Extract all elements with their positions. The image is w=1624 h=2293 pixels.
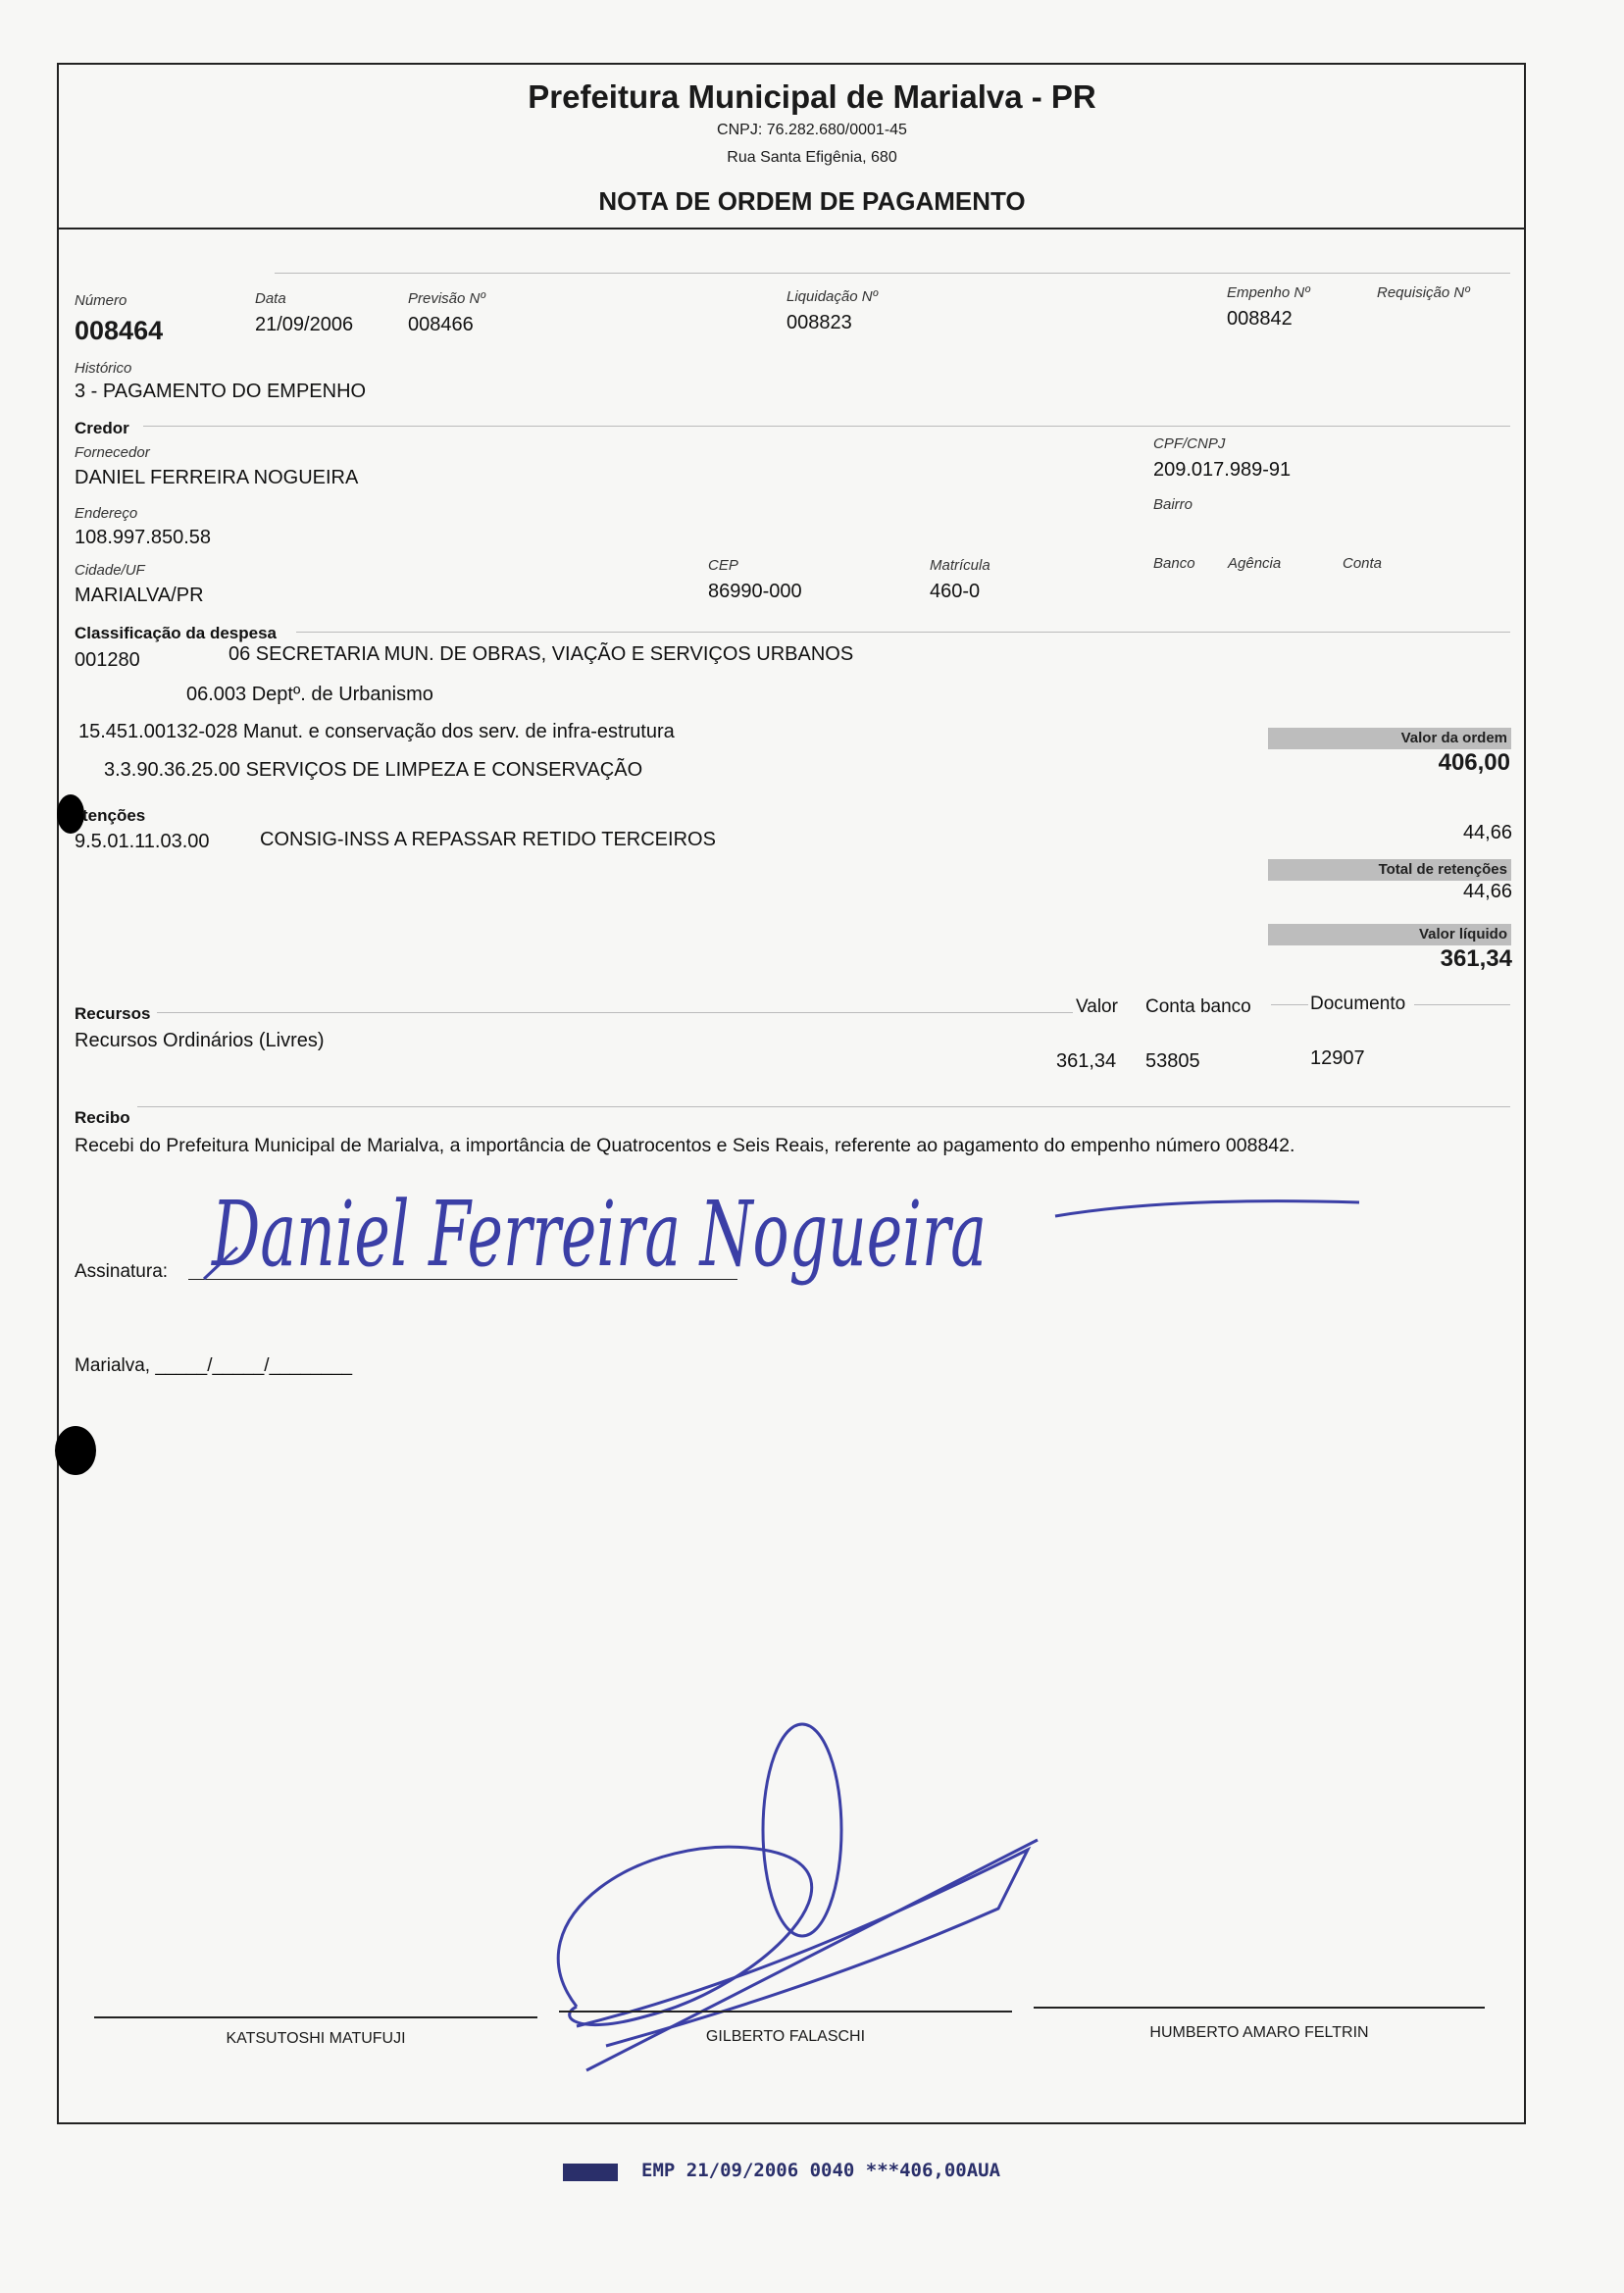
- classificacao-line2: 06.003 Deptº. de Urbanismo: [186, 684, 433, 705]
- page-title: Prefeitura Municipal de Marialva - PR: [528, 78, 1096, 115]
- credor-section: Credor: [75, 419, 129, 437]
- valor-liquido-label: Valor líquido: [1418, 926, 1507, 943]
- matricula-label: Matrícula: [930, 557, 990, 574]
- recursos-valor-label: Valor: [1076, 996, 1118, 1017]
- total-retencoes-label-bar: [1268, 859, 1511, 881]
- recursos-section: Recursos: [75, 1004, 151, 1023]
- historico-value: 3 - PAGAMENTO DO EMPENHO: [75, 381, 367, 402]
- cpf-value: 209.017.989-91: [1153, 459, 1292, 481]
- retencao-code: 9.5.01.11.03.00: [75, 831, 210, 852]
- recursos-desc: Recursos Ordinários (Livres): [75, 1030, 325, 1051]
- endereco-value: 108.997.850.58: [75, 527, 212, 548]
- cidade-label: Cidade/UF: [75, 562, 145, 579]
- bairro-label: Bairro: [1153, 496, 1193, 513]
- valor-ordem-label-bar: [1268, 728, 1511, 749]
- cidade-value: MARIALVA/PR: [75, 585, 204, 606]
- top-divider: [275, 273, 1510, 274]
- retencoes-section: tenções: [82, 806, 146, 825]
- classificacao-section: Classificação da despesa: [75, 624, 278, 642]
- retencao-value: 44,66: [1462, 822, 1512, 843]
- stamp-logo-mark: [563, 2164, 618, 2181]
- recibo-divider: [137, 1106, 1510, 1107]
- signatory-line-3: [1034, 2007, 1485, 2009]
- punch-hole-blot-2: [55, 1426, 96, 1475]
- recibo-text: Recebi do Prefeitura Municipal de Marialva, a importância de Quatrocentos e Seis Reais, referente ao pagamento do empenho número 008842.: [75, 1135, 1295, 1156]
- requisicao-label: Requisição Nº: [1377, 284, 1470, 301]
- previsao-label: Previsão Nº: [408, 290, 485, 307]
- document-title: NOTA DE ORDEM DE PAGAMENTO: [598, 186, 1026, 216]
- cep-value: 86990-000: [708, 581, 802, 602]
- credor-divider: [143, 426, 1510, 427]
- signatory-line-1: [94, 2016, 537, 2018]
- agencia-label: Agência: [1228, 555, 1282, 572]
- recursos-divider: [157, 1012, 1073, 1013]
- banco-label: Banco: [1153, 555, 1195, 572]
- fornecedor-value: DANIEL FERREIRA NOGUEIRA: [75, 467, 359, 488]
- endereco-label: Endereço: [75, 505, 138, 522]
- empenho-label: Empenho Nº: [1227, 284, 1310, 301]
- classificacao-line1: 06 SECRETARIA MUN. DE OBRAS, VIAÇÃO E SERVIÇOS URBANOS: [228, 643, 854, 665]
- cep-label: CEP: [708, 557, 738, 574]
- classificacao-code: 001280: [75, 649, 140, 671]
- footer-stamp: EMP 21/09/2006 0040 ***406,00AUA: [641, 2160, 1001, 2181]
- signature-text: Daniel Ferreira Nogueira: [210, 1182, 988, 1287]
- local-date-field: Marialva, _____/_____/________: [75, 1355, 353, 1376]
- matricula-value: 460-0: [930, 581, 981, 602]
- recursos-valor: 361,34: [1056, 1050, 1117, 1072]
- recursos-divider-3: [1414, 1004, 1510, 1005]
- conta-label: Conta: [1343, 555, 1383, 572]
- classificacao-line3: 15.451.00132-028 Manut. e conservação dos serv. de infra-estrutura: [78, 721, 675, 742]
- signatory-1: KATSUTOSHI MATUFUJI: [226, 2030, 406, 2047]
- previsao-value: 008466: [408, 314, 474, 335]
- valor-ordem-value: 406,00: [1438, 749, 1510, 776]
- recursos-divider-2: [1271, 1004, 1308, 1005]
- data-label: Data: [255, 290, 286, 307]
- classificacao-divider: [296, 632, 1510, 633]
- recursos-documento: 12907: [1310, 1047, 1365, 1069]
- signatory-3: HUMBERTO AMARO FELTRIN: [1149, 2024, 1369, 2041]
- total-retencoes-label: Total de retenções: [1378, 861, 1507, 878]
- recursos-documento-label: Documento: [1310, 994, 1406, 1014]
- empenho-value: 008842: [1227, 308, 1293, 330]
- liquidacao-label: Liquidação Nº: [787, 288, 879, 305]
- valor-liquido-label-bar: [1268, 924, 1511, 945]
- valor-ordem-label: Valor da ordem: [1400, 730, 1507, 746]
- retencao-desc: CONSIG-INSS A REPASSAR RETIDO TERCEIROS: [260, 829, 716, 850]
- numero-value: 008464: [75, 316, 164, 345]
- signatory-2: GILBERTO FALASCHI: [705, 2028, 866, 2045]
- numero-label: Número: [75, 292, 127, 309]
- cnpj-text: CNPJ: 76.282.680/0001-45: [717, 122, 907, 138]
- assinatura-label: Assinatura:: [75, 1261, 169, 1282]
- handwritten-signature: [192, 1157, 1369, 1295]
- punch-hole-blot: [57, 794, 84, 834]
- header-divider: [57, 228, 1526, 229]
- valor-liquido-value: 361,34: [1440, 945, 1512, 972]
- total-retencoes-value: 44,66: [1462, 881, 1512, 902]
- signatory-line-2: [559, 2011, 1012, 2013]
- data-value: 21/09/2006: [255, 314, 354, 335]
- classificacao-line4: 3.3.90.36.25.00 SERVIÇOS DE LIMPEZA E CONSERVAÇÃO: [104, 759, 643, 781]
- address-text: Rua Santa Efigênia, 680: [727, 149, 897, 166]
- recursos-conta: 53805: [1145, 1050, 1200, 1072]
- fornecedor-label: Fornecedor: [75, 444, 150, 461]
- recibo-section: Recibo: [75, 1108, 130, 1127]
- recursos-conta-label: Conta banco: [1145, 996, 1251, 1017]
- cpf-label: CPF/CNPJ: [1153, 435, 1226, 452]
- liquidacao-value: 008823: [787, 312, 852, 333]
- historico-label: Histórico: [75, 360, 132, 377]
